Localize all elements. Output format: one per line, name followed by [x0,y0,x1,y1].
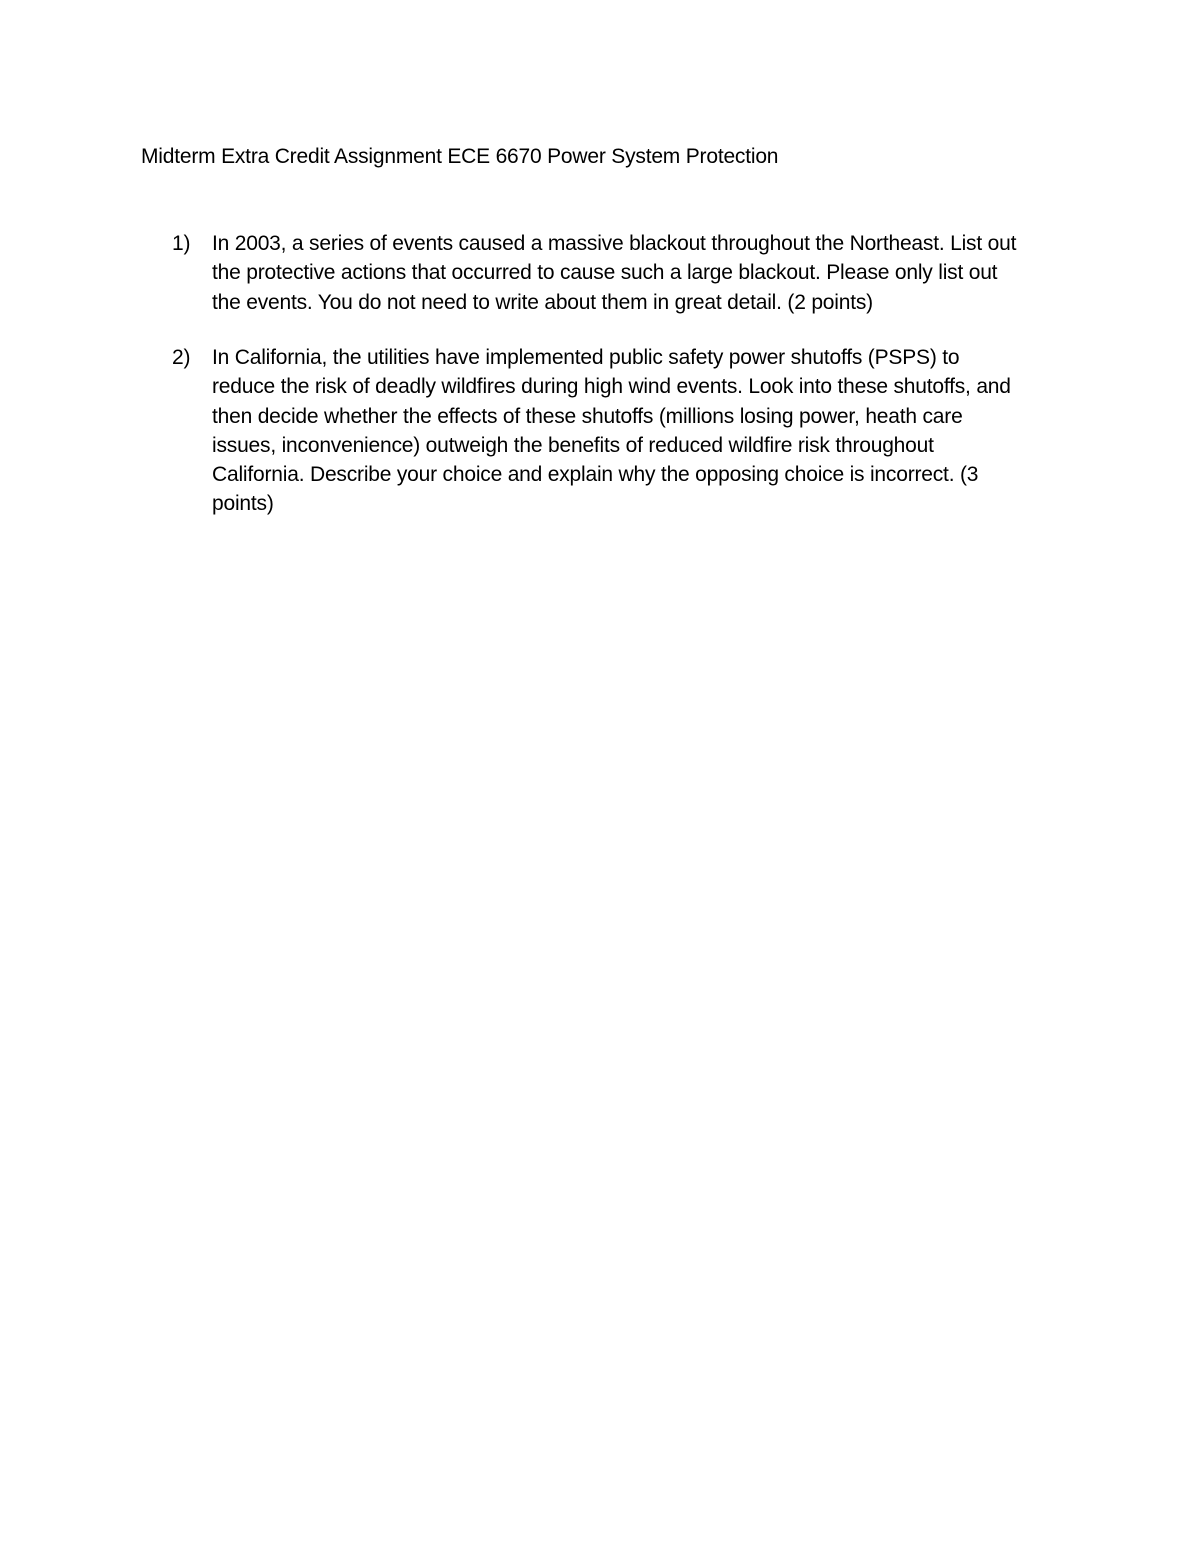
question-text-line: issues, inconvenience) outweigh the benefits of reduced wildfire risk throughout [212,433,934,457]
question-text-line: reduce the risk of deadly wildfires during high wind events. Look into these shutoffs, and [212,375,1011,399]
question-text-line: then decide whether the effects of these shutoffs (millions losing power, heath care [212,404,963,428]
question-text-line: the protective actions that occurred to cause such a large blackout. Please only list out [212,261,998,285]
question-text-line: In 2003, a series of events caused a massive blackout throughout the Northeast. List out [212,232,1017,255]
question-text-line: points) [212,492,274,516]
question-text [212,229,1070,317]
question-1 [172,229,1072,317]
document-title: Midterm Extra Credit Assignment ECE 6670 Power System Protection [141,145,779,168]
question-number: 1) [172,232,191,255]
question-text [212,343,1070,519]
question-text-line: California. Describe your choice and explain why the opposing choice is incorrect. (3 [212,463,979,487]
question-text-line: the events. You do not need to write about them in great detail. (2 points) [212,290,873,314]
question-2 [172,343,1072,519]
question-text-line: In California, the utilities have implemented public safety power shutoffs (PSPS) to [212,346,960,369]
question-number: 2) [172,346,191,369]
